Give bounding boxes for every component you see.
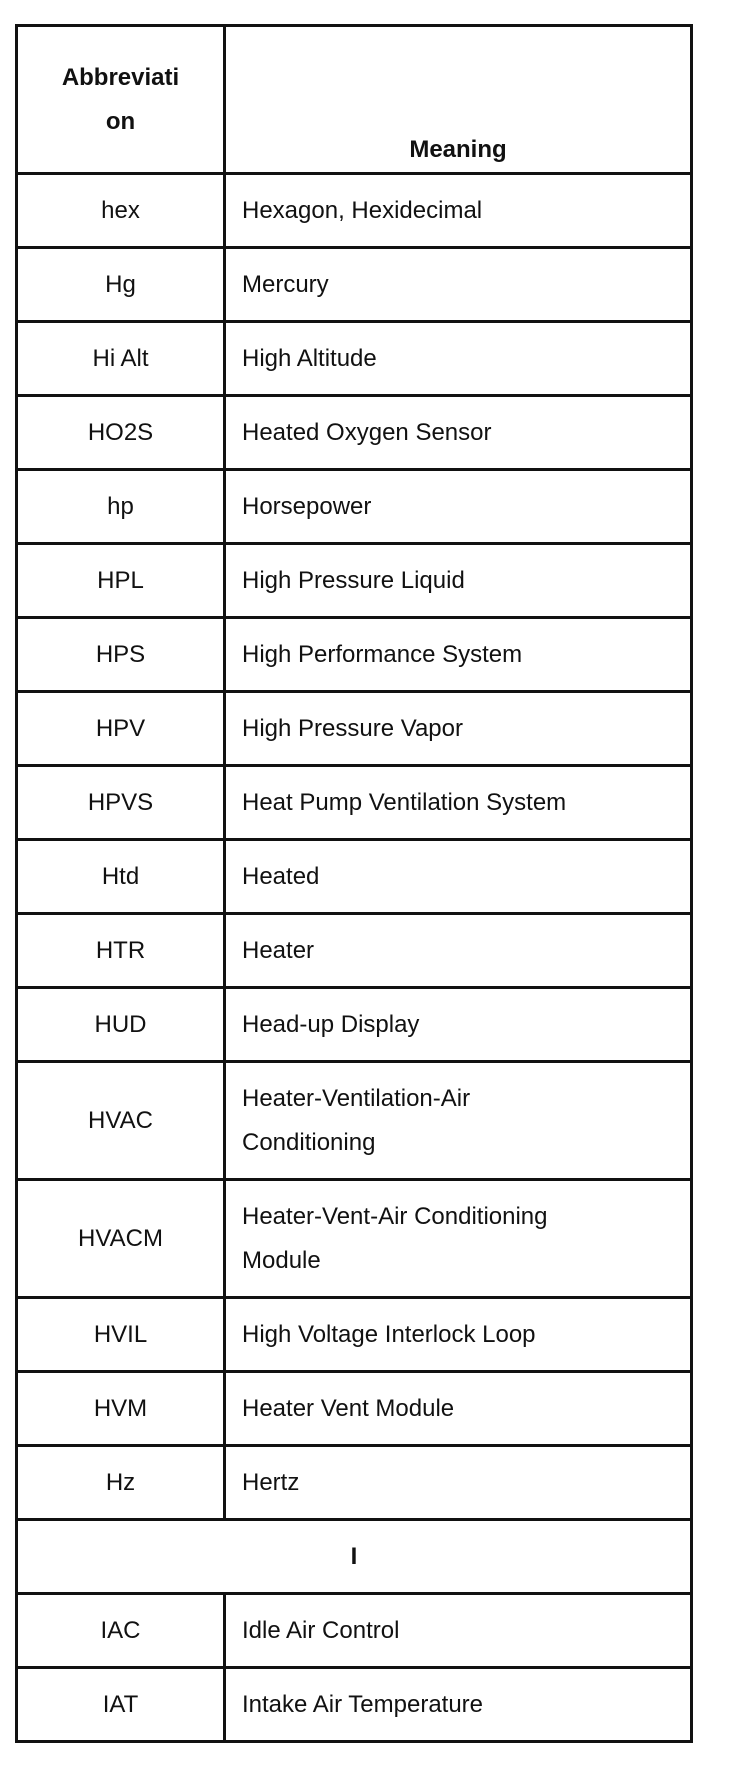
table-row bbox=[17, 840, 692, 914]
table-row bbox=[17, 1446, 692, 1520]
table-row bbox=[17, 396, 692, 470]
abbreviation-cell: HPV bbox=[17, 692, 225, 766]
meaning-cell: Heated bbox=[225, 840, 692, 914]
header-abbreviation-line2: on bbox=[105, 107, 136, 135]
table-row bbox=[17, 322, 692, 396]
abbreviation-cell: Hz bbox=[17, 1446, 225, 1520]
meaning-cell: High Voltage Interlock Loop bbox=[225, 1298, 692, 1372]
abbreviation-cell: IAC bbox=[17, 1594, 225, 1668]
header-meaning: Meaning bbox=[225, 26, 692, 174]
meaning-cell: Heat Pump Ventilation System bbox=[225, 766, 692, 840]
table-row bbox=[17, 470, 692, 544]
table-row bbox=[17, 618, 692, 692]
meaning-cell: Hertz bbox=[225, 1446, 692, 1520]
header-abbreviation bbox=[17, 26, 225, 174]
meaning-cell bbox=[225, 1180, 692, 1298]
meaning-cell: Hexagon, Hexidecimal bbox=[225, 174, 692, 248]
table-row bbox=[17, 1298, 692, 1372]
abbreviation-cell: HTR bbox=[17, 914, 225, 988]
meaning-cell: High Altitude bbox=[225, 322, 692, 396]
meaning-line2: Conditioning bbox=[242, 1128, 376, 1156]
table-row bbox=[17, 1180, 692, 1298]
meaning-cell: Idle Air Control bbox=[225, 1594, 692, 1668]
section-row bbox=[17, 1520, 692, 1594]
table-row bbox=[17, 1594, 692, 1668]
abbreviation-cell: HVM bbox=[17, 1372, 225, 1446]
abbreviation-cell: HUD bbox=[17, 988, 225, 1062]
meaning-cell: Heater Vent Module bbox=[225, 1372, 692, 1446]
abbreviation-cell: Hg bbox=[17, 248, 225, 322]
meaning-cell: High Pressure Liquid bbox=[225, 544, 692, 618]
meaning-cell: Heated Oxygen Sensor bbox=[225, 396, 692, 470]
meaning-line1: Heater-Ventilation-Air bbox=[242, 1084, 471, 1112]
table-row bbox=[17, 1372, 692, 1446]
header-abbreviation-line1: Abbreviati bbox=[61, 63, 180, 91]
abbreviation-cell: HPVS bbox=[17, 766, 225, 840]
abbreviation-cell: HVAC bbox=[17, 1062, 225, 1180]
meaning-cell: Heater bbox=[225, 914, 692, 988]
table-row bbox=[17, 174, 692, 248]
table-row bbox=[17, 692, 692, 766]
abbreviation-cell: hp bbox=[17, 470, 225, 544]
table-header-row bbox=[17, 26, 692, 174]
table-row bbox=[17, 1668, 692, 1742]
meaning-cell: Intake Air Temperature bbox=[225, 1668, 692, 1742]
table-row bbox=[17, 544, 692, 618]
meaning-cell bbox=[225, 1062, 692, 1180]
abbreviation-cell: hex bbox=[17, 174, 225, 248]
abbreviation-cell: IAT bbox=[17, 1668, 225, 1742]
table-row bbox=[17, 766, 692, 840]
abbreviation-cell: HPS bbox=[17, 618, 225, 692]
meaning-cell: High Performance System bbox=[225, 618, 692, 692]
abbreviation-table bbox=[15, 24, 693, 1743]
abbreviation-cell: Htd bbox=[17, 840, 225, 914]
table-row bbox=[17, 1062, 692, 1180]
meaning-line2: Module bbox=[242, 1246, 321, 1274]
meaning-line1: Heater-Vent-Air Conditioning bbox=[242, 1202, 548, 1230]
table-row bbox=[17, 988, 692, 1062]
abbreviation-cell: HVACM bbox=[17, 1180, 225, 1298]
abbreviation-cell: HVIL bbox=[17, 1298, 225, 1372]
table-row bbox=[17, 248, 692, 322]
meaning-cell: Horsepower bbox=[225, 470, 692, 544]
meaning-cell: High Pressure Vapor bbox=[225, 692, 692, 766]
section-heading: I bbox=[17, 1520, 692, 1594]
meaning-cell: Mercury bbox=[225, 248, 692, 322]
abbreviation-cell: Hi Alt bbox=[17, 322, 225, 396]
abbreviation-cell: HPL bbox=[17, 544, 225, 618]
table-row bbox=[17, 914, 692, 988]
abbreviation-cell: HO2S bbox=[17, 396, 225, 470]
meaning-cell: Head-up Display bbox=[225, 988, 692, 1062]
